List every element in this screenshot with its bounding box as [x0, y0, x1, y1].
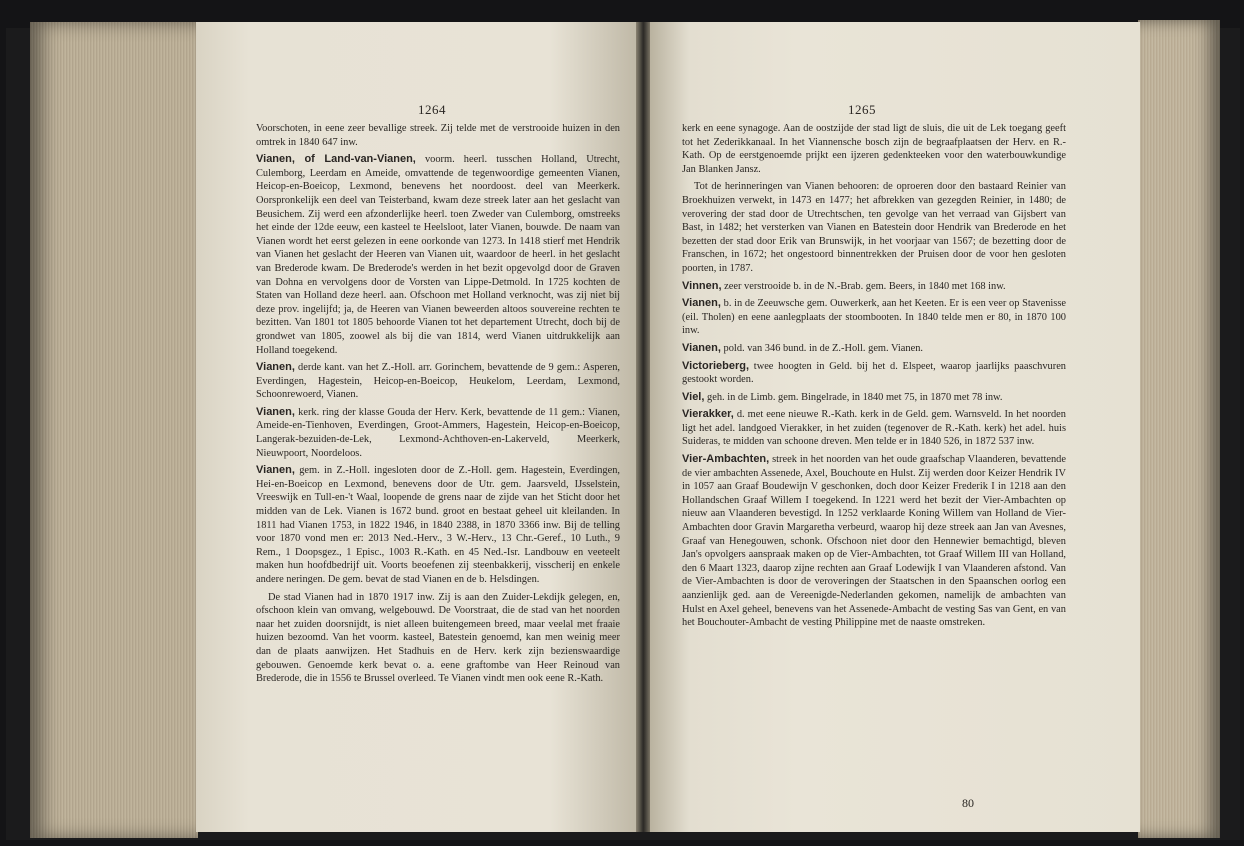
- entry-headword: Vianen,: [256, 405, 295, 418]
- entry-paragraph: [256, 591, 620, 686]
- entry-paragraph: [256, 406, 620, 460]
- entry-text: d. met eene nieuwe R.-Kath. kerk in de Geld. gem. Warnsveld. In het noorden ligt het adel. landgoed Vierakker, in het zuiden (tegenover de R.-Kath. kerk) het adel. huis Suideras, te midden van schoone dreven. Men telde er in 1840 526, in 1872 537 inw.: [682, 409, 1066, 448]
- right-page-edges: [1138, 20, 1220, 838]
- entry-paragraph: [682, 297, 1066, 338]
- entry-text: twee hoogten in Geld. bij het d. Elspeet, waarop jaarlijks paaschvuren gestookt worden.: [682, 360, 1066, 386]
- right-page-text: [682, 122, 1066, 634]
- entry-headword: Vierakker,: [682, 408, 734, 421]
- entry-paragraph: [682, 342, 1066, 356]
- entry-text: Tot de herinneringen van Vianen behooren: de oproeren door den bastaard Reinier van Broekhuizen verwekt, in 1473 en 1477; het afbrekken van gezegden Reinier, in 1480; de verovering der stad door de Utrechtschen, ten gevolge van het verraad van Gijsbert van Bast, in 1482; het versterken van Vianen en Batestein door Hendrik van Brederode en het bezetten der stad door Erik van Brunswijk, in het voorjaar van 1567; de bezetting door de Franschen, in 1672; het ongestoord binnentrekken der Pruisen door de voor hen gesloten poorten, in 1787.: [682, 181, 1066, 274]
- entry-text: gem. in Z.-Holl. ingesloten door de Z.-Holl. gem. Hagestein, Everdingen, Hei-en-Boeicop en Lexmond, benevens door de Utr. gem. Jaarsveld, IJsselstein, Vreeswijk en Tull-en-'t Waal, loopende de grens naar de zijde van het Sticht door het midden van de Lek. Vianen is 1672 bund. groot en bestaat geheel uit kleilanden. In 1811 had Vianen 1753, in 1822 1946, in 1840 2388, in 1870 3366 inw. Bij de telling voor 1870 vond men er: 2013 Ned.-Herv., 3 W.-Herv., 13 Chr.-Geref., 10 Luth., 9 Rem., 1 Doopsgez., 1 Episc., 1003 R.-Kath. en 45 Ned.-Isr. Landbouw en veeteelt maken hun hoofdbedrijf uit. Voorts beoefenen zij steenbakkerij, visscherij en enkele andere neringen. De gem. bevat de stad Vianen en de b. Helsdingen.: [256, 465, 620, 585]
- entry-paragraph: [682, 122, 1066, 176]
- entry-headword: Vianen,: [256, 464, 295, 477]
- entry-text: derde kant. van het Z.-Holl. arr. Gorinchem, bevattende de 9 gem.: Asperen, Everdingen, Hagestein, Heicop-en-Boeicop, Heukelom, Leerdam, Lexmond, Schoonrewoerd, Vianen.: [256, 362, 620, 401]
- entry-headword: Viel,: [682, 390, 705, 403]
- entry-paragraph: [682, 280, 1066, 294]
- entry-text: pold. van 346 bund. in de Z.-Holl. gem. Vianen.: [720, 342, 923, 354]
- left-page: [196, 22, 638, 832]
- entry-text: Voorschoten, in eene zeer bevallige streek. Zij telde met de verstrooide huizen in den omtrek in 1840 647 inw.: [256, 123, 620, 148]
- entry-headword: Vianen, of Land-van-Vianen,: [256, 153, 416, 166]
- right-page-number: 1265: [848, 102, 876, 117]
- entry-text: kerk en eene synagoge. Aan de oostzijde der stad ligt de sluis, die uit de Lek toegang geeft tot het Zederikkanaal. In het Viannensche bosch zijn de begraafplaatsen der Herv. en R.-Kath. Op de eerstgenoemde prijkt een ijzeren gedenkteeken voor den waterbouwkundige Jan Blanken Jansz.: [682, 123, 1066, 175]
- left-page-text: [256, 122, 620, 690]
- entry-headword: Vinnen,: [682, 279, 722, 292]
- entry-headword: Victorieberg,: [682, 359, 750, 372]
- entry-paragraph: [256, 153, 620, 357]
- entry-paragraph: [682, 360, 1066, 387]
- entry-text: b. in de Zeeuwsche gem. Ouwerkerk, aan het Keeten. Er is een veer op Stavenisse (eil. Tholen) en eene aanlegplaats der stoombooten. In 1840 telde men er 80, in 1870 100 inw.: [682, 298, 1066, 337]
- entry-headword: Vier-Ambachten,: [682, 453, 770, 466]
- entry-paragraph: [256, 464, 620, 586]
- entry-headword: Vianen,: [682, 297, 721, 310]
- entry-text: geh. in de Limb. gem. Bingelrade, in 1840 met 75, in 1870 met 78 inw.: [704, 391, 1003, 403]
- entry-paragraph: [256, 361, 620, 402]
- entry-text: streek in het noorden van het oude graafschap Vlaanderen, bevattende de vier ambachten Assenede, Axel, Bouchoute en Hulst. Zij werden door Keizer Hendrik IV in 1057 aan Graaf Boudewijn V geschonken, doch door Keizer Frederik I in 1218 aan den Hollandschen Graaf Willem I toegekend. In 1221 werd het bezit der Vier-Ambachten op nieuw aan Vlaanderen bevestigd. In 1252 verklaarde Koning Willem van Holland de Vier-Ambachten door Gravin Margaretha verbeurd, waarop hij deze streek aan Jan van Avesnes, Graaf van Henegouwen, schonk. Ofschoon niet door den Hennewier bemachtigd, bleven Jan's opvolgers aanspraak maken op de Vier-Ambachten, tot Graaf Willem III van Holland, den 6 Maart 1323, daarop zijne rechten aan Graaf Lodewijk I van Vlaanderen afstond. Van de Vier-Ambachten is door de veroveringen der Staatschen in den Spaanschen oorlog een aanzienlijk ged. aan de Vereenigde-Nederlanden gekomen, namelijk de ambachten van Hulst en Axel geheel, benevens van het Assenede-Ambacht de vesting Sas van Gent, en van het Bouchouter-Ambacht de vesting Philippine met de naaste omstreken.: [682, 454, 1066, 629]
- entry-paragraph: [682, 453, 1066, 630]
- entry-text: voorm. heerl. tusschen Holland, Utrecht, Culemborg, Leerdam en Ameide, omvattende de tegenwoordige gemeenten Vianen, Heicop-en-Boeicop, Lexmond, benevens het noordoost. deel van Meerkerk. Oorspronkelijk een deel van Teisterband, kwam deze streek later aan het geslacht van Beusichem. Zij werd een afzonderlijke heerl. toen Zweder van Culemborg, omstreeks het einde der 12de eeuw, een kasteel te Heelsloot, later Vianen, bouwde. De naam van Vianen wordt het eerst gelezen in eene oorkonde van 1273. In 1418 stierf met Hendrik van Vianen het geslacht der Heeren van Vianen uit, waardoor de heerl. in het geslacht van Brederode kwam. De Brederode's werden in het bezit opgevolgd door de Graven van Dohna en vervolgens door de Vorsten van Lippe-Detmold. In 1725 kochten de Staten van Holland deze heerl. aan. Ofschoon met Holland verknocht, was zij niet bij deze prov. ingelijfd; ja, de Heeren van Vianen beweerden altoos souvereine rechten te bezitten. Van 1801 tot 1805 behoorde Vianen tot het departement Utrecht, doch bij de grondwet van 1805, zoowel als bij die van 1814, werd Vianen uitdrukkelijk aan Holland toegekend.: [256, 154, 620, 356]
- entry-headword: Vianen,: [256, 361, 295, 374]
- entry-paragraph: [256, 122, 620, 149]
- entry-text: kerk. ring der klasse Gouda der Herv. Kerk, bevattende de 11 gem.: Vianen, Ameide-en-Tienhoven, Everdingen, Groot-Ammers, Hagestein, Heicop-en-Boeicop, Langerak-bezuiden-de-Lek, Lexmond-Achthoven-en-Lakerveld, Meerkerk, Nieuwpoort, Noordeloos.: [256, 406, 620, 459]
- entry-paragraph: [682, 391, 1066, 405]
- entry-text: De stad Vianen had in 1870 1917 inw. Zij is aan den Zuider-Lekdijk gelegen, en, ofschoon klein van omvang, welgebouwd. De Voorstraat, die de stad van het noorden naar het zuiden doorsnijdt, is niet alleen buitengemeen breed, maar veelal met fraaie huizen bezoomd. Van het voorm. kasteel, Batestein genoemd, kan men weinig meer dan de plaats aanwijzen. Het Stadhuis en de Herv. kerk zijn bezienswaardige gebouwen. Genoemde kerk bevat o. a. eene graftombe van Heer Reinoud van Brederode, die in 1556 te Brussel overleed. Te Vianen vindt men ook eene R.-Kath.: [256, 591, 620, 685]
- entry-headword: Vianen,: [682, 341, 721, 354]
- left-page-edges: [30, 22, 198, 838]
- signature-mark: 80: [962, 796, 974, 810]
- left-page-number: 1264: [418, 102, 446, 117]
- entry-paragraph: [682, 180, 1066, 275]
- right-page: [650, 22, 1140, 832]
- entry-text: zeer verstrooide b. in de N.-Brab. gem. Beers, in 1840 met 168 inw.: [721, 280, 1006, 292]
- entry-paragraph: [682, 408, 1066, 449]
